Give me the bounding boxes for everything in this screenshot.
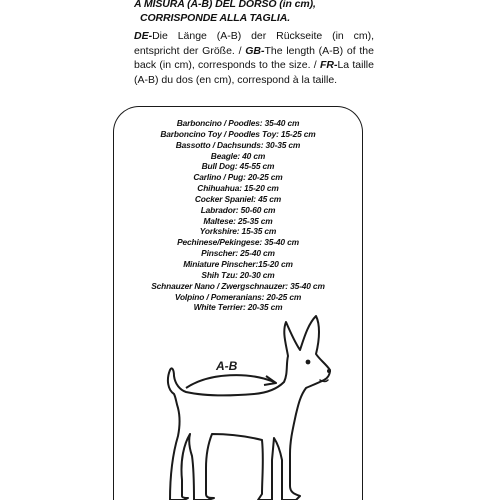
breed-size-item: Shih Tzu: 20-30 cm bbox=[201, 269, 275, 280]
breed-size-item: Volpino / Pomeranians: 20-25 cm bbox=[174, 291, 302, 302]
french-text: La taille (A-B) du dos (en cm), correspond à la taille. bbox=[134, 59, 374, 86]
breed-size-item: Chihuahua: 15-20 cm bbox=[197, 183, 279, 194]
breed-size-item: White Terrier: 20-35 cm bbox=[193, 302, 283, 313]
intro-text bbox=[134, 0, 374, 87]
breed-size-list bbox=[113, 118, 363, 313]
language-code-de: DE- bbox=[134, 30, 153, 42]
breed-size-item: Bassotto / Dachsunds: 30-35 cm bbox=[175, 139, 301, 150]
breed-size-item: Labrador: 50-60 cm bbox=[200, 204, 276, 215]
dog-diagram bbox=[150, 310, 350, 500]
breed-size-item: Pechinese/Pekingese: 35-40 cm bbox=[177, 237, 299, 248]
breed-size-item: Pinscher: 25-40 cm bbox=[201, 248, 275, 259]
multilingual-description bbox=[134, 29, 374, 87]
italian-instruction bbox=[134, 0, 374, 25]
english-text: The length (A-B) of the back (in cm), corresponds to the size. / bbox=[134, 44, 374, 71]
german-text: Die Länge (A-B) der Rückseite (in cm), entspricht der Größe. / bbox=[134, 30, 374, 57]
breed-size-item: Barboncino / Poodles: 35-40 cm bbox=[176, 118, 300, 128]
measurement-label: A-B bbox=[216, 359, 238, 373]
dog-nose bbox=[327, 369, 331, 373]
breed-size-item: Maltese: 25-35 cm bbox=[203, 215, 273, 226]
breed-size-item: Cocker Spaniel: 45 cm bbox=[194, 193, 282, 204]
breed-size-item: Schnauzer Nano / Zwergschnauzer: 35-40 cm bbox=[151, 280, 325, 291]
breed-size-item: Yorkshire: 15-35 cm bbox=[199, 226, 277, 237]
italian-line: CORRISPONDE ALLA TAGLIA. bbox=[140, 12, 291, 24]
breed-size-item: Miniature Pinscher:15-20 cm bbox=[183, 258, 293, 269]
language-code-gb: GB- bbox=[245, 44, 265, 57]
dog-eye bbox=[306, 360, 311, 365]
breed-size-item: Beagle: 40 cm bbox=[210, 150, 266, 161]
italian-line: A MISURA (A-B) DEL DORSO (in cm), bbox=[134, 0, 316, 10]
language-code-fr: FR- bbox=[319, 59, 338, 71]
breed-size-item: Carlino / Pug: 20-25 cm bbox=[193, 172, 283, 183]
breed-size-item: Bull Dog: 45-55 cm bbox=[201, 161, 275, 172]
measurement-arc bbox=[186, 375, 274, 388]
dog-silhouette bbox=[168, 316, 330, 500]
breed-size-item: Barboncino Toy / Poodles Toy: 15-25 cm bbox=[160, 128, 316, 139]
